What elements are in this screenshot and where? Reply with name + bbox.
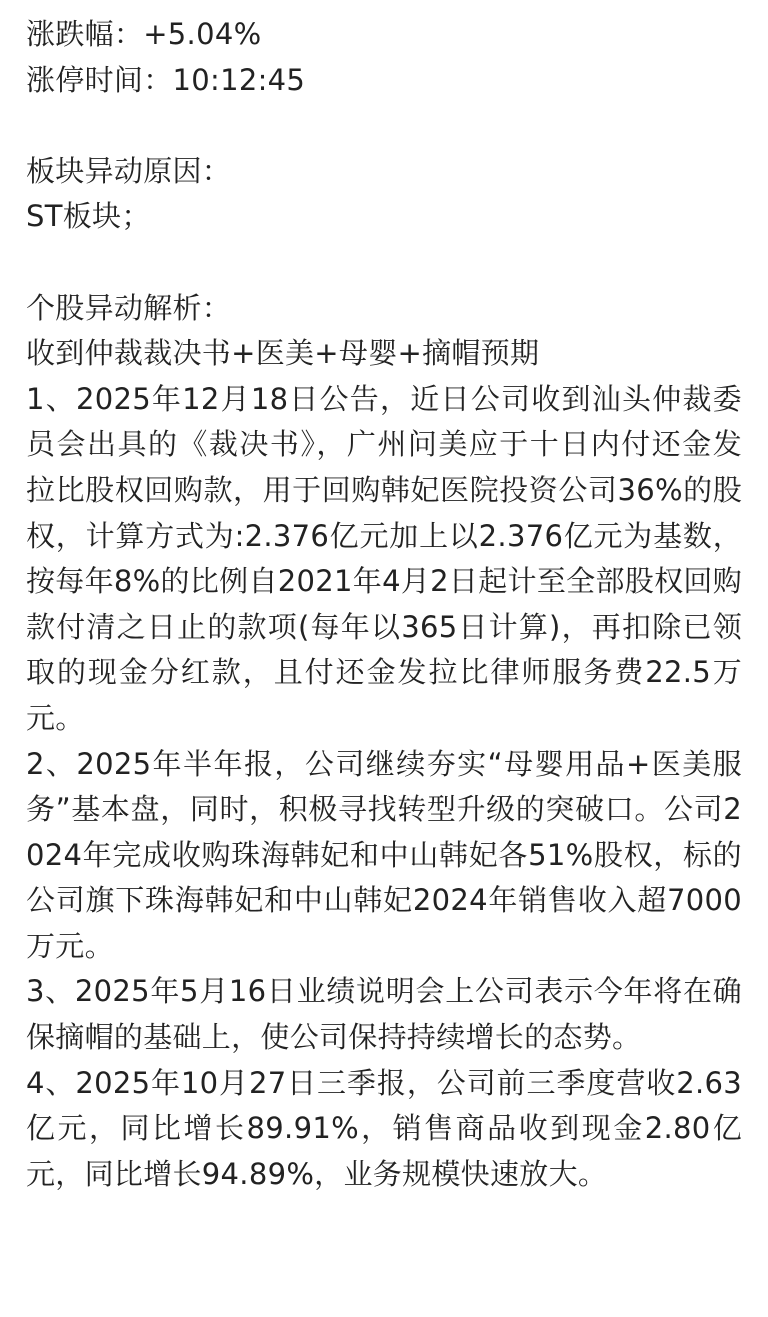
analysis-item-1: 1、2025年12月18日公告，近日公司收到汕头仲裁委员会出具的《裁决书》，广州问美应于十日内付还金发拉比股权回购款，用于回购韩妃医院投资公司36%的股权，计算方式为:2.376亿元加上以2.376亿元为基数，按每年8%的比例自2021年4月2日起计至全部股权回购款付清之日止的款项(每年以365日计算)，再扣除已领取的现金分红款，且付还金发拉比律师服务费22.5万元。 — [26, 381, 742, 735]
blank-line — [26, 103, 742, 149]
sector-reason-title: 板块异动原因： — [26, 153, 232, 188]
change-percent-line: 涨跌幅：+5.04% — [26, 17, 262, 51]
stock-analysis-summary: 收到仲裁裁决书+医美+母婴+摘帽预期 — [26, 336, 540, 371]
stock-analysis-title: 个股异动解析： — [26, 290, 232, 325]
analysis-item-4: 4、2025年10月27日三季报，公司前三季度营收2.63亿元，同比增长89.91%，销售商品收到现金2.80亿元，同比增长94.89%，业务规模快速放大。 — [26, 1065, 742, 1191]
analysis-item-3: 3、2025年5月16日业绩说明会上公司表示今年将在确保摘帽的基础上，使公司保持持续增长的态势。 — [26, 974, 742, 1055]
analysis-item-2: 2、2025年半年报，公司继续夯实“母婴用品+医美服务”基本盘，同时，积极寻找转型升级的突破口。公司2024年完成收购珠海韩妃和中山韩妃各51%股权，标的公司旗下珠海韩妃和中山韩妃2024年销售收入超7000万元。 — [26, 746, 742, 963]
blank-line — [26, 240, 742, 286]
sector-reason-value: ST板块； — [26, 199, 151, 234]
limit-up-time-line: 涨停时间：10:12:45 — [26, 62, 306, 97]
